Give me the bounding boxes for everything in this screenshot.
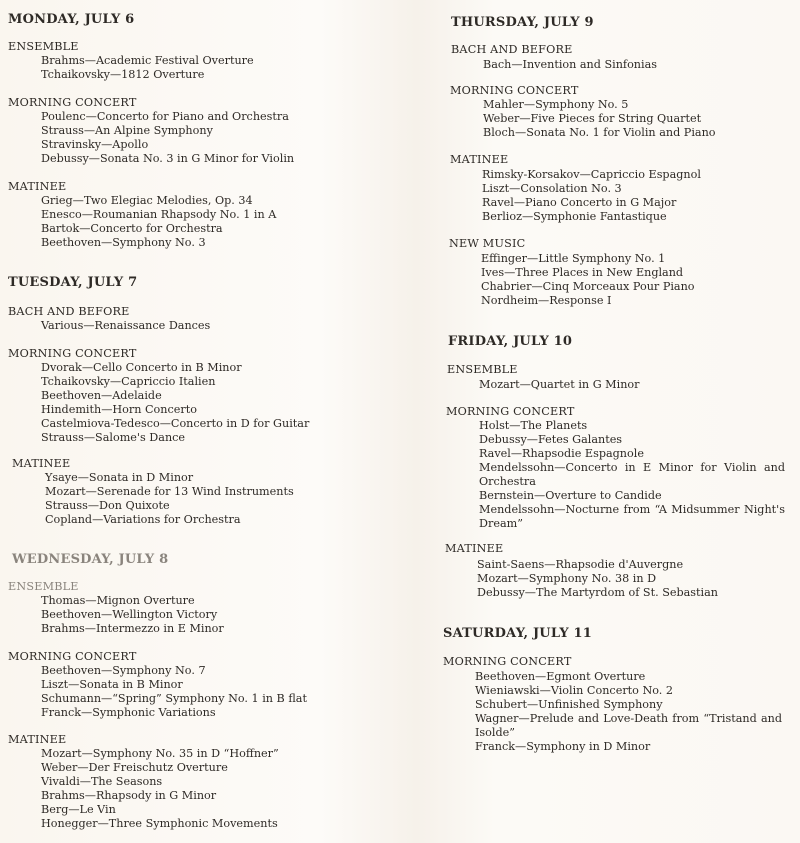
program-item: Castelmiova-Tedesco—Concerto in D for Guitar	[41, 417, 310, 430]
program-item: Vivaldi—The Seasons	[41, 775, 163, 788]
program-item: Wagner—Prelude and Love-Death from “Tristand and Isolde”	[475, 712, 782, 739]
program-item: Holst—The Planets	[479, 419, 588, 432]
program-item: Tchaikovsky—1812 Overture	[41, 68, 205, 81]
program-item: Stravinsky—Apollo	[41, 138, 149, 151]
section-heading: BACH AND BEFORE	[8, 305, 130, 318]
section-heading: ENSEMBLE	[8, 40, 79, 53]
program-item: Strauss—Don Quixote	[45, 499, 170, 512]
program-item: Thomas—Mignon Overture	[41, 594, 195, 607]
program-item: Franck—Symphonic Variations	[41, 706, 216, 719]
program-item: Poulenc—Concerto for Piano and Orchestra	[41, 110, 289, 123]
program-item: Beethoven—Symphony No. 3	[41, 236, 206, 249]
program-list	[483, 98, 783, 140]
section-heading: MORNING CONCERT	[450, 84, 579, 97]
program-item: Enesco—Roumanian Rhapsody No. 1 in A	[41, 208, 277, 221]
program-item: Debussy—Fetes Galantes	[479, 433, 623, 446]
program-item: Ravel—Rhapsodie Espagnole	[479, 447, 644, 460]
section-heading: ENSEMBLE	[8, 580, 79, 593]
day-heading: SATURDAY, JULY 11	[443, 626, 593, 641]
program-list	[481, 252, 781, 308]
section-heading: MATINEE	[450, 153, 509, 166]
program-item: Strauss—Salome's Dance	[41, 431, 186, 444]
section-heading: MATINEE	[12, 457, 71, 470]
program-list	[41, 319, 391, 333]
program-item: Ravel—Piano Concerto in G Major	[482, 196, 677, 209]
program-item: Weber—Five Pieces for String Quartet	[483, 112, 702, 125]
program-list	[41, 594, 391, 636]
program-item: Weber—Der Freischutz Overture	[41, 761, 228, 774]
program-item: Bloch—Sonata No. 1 for Violin and Piano	[483, 126, 716, 139]
section-heading: NEW MUSIC	[449, 237, 526, 250]
section-heading: MORNING CONCERT	[443, 655, 572, 668]
program-item: Berlioz—Symphonie Fantastique	[482, 210, 667, 223]
program-item: Mendelssohn—Concerto in E Minor for Violin and Orchestra	[479, 461, 785, 488]
program-list	[41, 361, 391, 445]
program-item: Liszt—Consolation No. 3	[482, 182, 622, 195]
program-item: Liszt—Sonata in B Minor	[41, 678, 183, 691]
program-item: Grieg—Two Elegiac Melodies, Op. 34	[41, 194, 253, 207]
program-item: Bernstein—Overture to Candide	[479, 489, 662, 502]
program-item: Beethoven—Adelaide	[41, 389, 162, 402]
program-item: Debussy—The Martyrdom of St. Sebastian	[477, 586, 719, 599]
program-item: Wieniawski—Violin Concerto No. 2	[475, 684, 674, 697]
section-heading: MORNING CONCERT	[8, 347, 137, 360]
program-item: Ysaye—Sonata in D Minor	[45, 471, 194, 484]
section-heading: ENSEMBLE	[447, 363, 518, 376]
program-item: Bach—Invention and Sinfonias	[483, 58, 658, 71]
section-heading: BACH AND BEFORE	[451, 43, 573, 56]
program-item: Mozart—Symphony No. 35 in D “Hoffner”	[41, 747, 279, 760]
day-heading: FRIDAY, JULY 10	[448, 334, 573, 349]
program-item: Beethoven—Symphony No. 7	[41, 664, 206, 677]
section-heading: MATINEE	[445, 542, 504, 555]
program-item: Brahms—Rhapsody in G Minor	[41, 789, 217, 802]
program-list	[477, 558, 777, 600]
day-heading: WEDNESDAY, JULY 8	[12, 552, 169, 567]
program-item: Saint-Saens—Rhapsodie d'Auvergne	[477, 558, 684, 571]
program-item: Mozart—Symphony No. 38 in D	[477, 572, 657, 585]
program-item: Mozart—Quartet in G Minor	[479, 378, 640, 391]
program-list	[483, 58, 783, 72]
program-item: Nordheim—Response I	[481, 294, 612, 307]
program-item: Beethoven—Wellington Victory	[41, 608, 218, 621]
section-heading: MATINEE	[8, 733, 67, 746]
section-heading: MORNING CONCERT	[446, 405, 575, 418]
day-heading: MONDAY, JULY 6	[8, 12, 135, 27]
program-item: Mozart—Serenade for 13 Wind Instruments	[45, 485, 294, 498]
program-item: Rimsky-Korsakov—Capriccio Espagnol	[482, 168, 701, 181]
section-heading: MORNING CONCERT	[8, 650, 137, 663]
program-list	[479, 419, 785, 531]
program-list	[41, 54, 391, 82]
program-list	[45, 471, 395, 527]
section-heading: MORNING CONCERT	[8, 96, 137, 109]
program-item: Dvorak—Cello Concerto in B Minor	[41, 361, 242, 374]
program-list	[41, 194, 391, 250]
program-item: Beethoven—Egmont Overture	[475, 670, 646, 683]
program-item: Schubert—Unfinished Symphony	[475, 698, 663, 711]
program-item: Debussy—Sonata No. 3 in G Minor for Violin	[41, 152, 295, 165]
program-item: Brahms—Intermezzo in E Minor	[41, 622, 224, 635]
program-item: Mendelssohn—Nocturne from “A Midsummer Night's Dream”	[479, 503, 785, 530]
program-item: Bartok—Concerto for Orchestra	[41, 222, 223, 235]
program-item: Berg—Le Vin	[41, 803, 116, 816]
program-item: Hindemith—Horn Concerto	[41, 403, 197, 416]
program-item: Mahler—Symphony No. 5	[483, 98, 629, 111]
program-list	[482, 168, 782, 224]
program-item: Chabrier—Cinq Morceaux Pour Piano	[481, 280, 695, 293]
program-item: Effinger—Little Symphony No. 1	[481, 252, 666, 265]
program-item: Schumann—“Spring” Symphony No. 1 in B flat	[41, 692, 307, 705]
program-item: Copland—Variations for Orchestra	[45, 513, 241, 526]
day-heading: THURSDAY, JULY 9	[451, 15, 594, 30]
section-heading: MATINEE	[8, 180, 67, 193]
program-list	[475, 670, 782, 754]
program-item: Strauss—An Alpine Symphony	[41, 124, 213, 137]
program-item: Franck—Symphony in D Minor	[475, 740, 651, 753]
program-item: Ives—Three Places in New England	[481, 266, 684, 279]
program-list	[41, 747, 391, 831]
program-list	[479, 378, 779, 392]
program-item: Various—Renaissance Dances	[41, 319, 211, 332]
program-item: Tchaikovsky—Capriccio Italien	[41, 375, 216, 388]
program-list	[41, 664, 391, 720]
program-list	[41, 110, 391, 166]
day-heading: TUESDAY, JULY 7	[8, 275, 138, 290]
program-item: Brahms—Academic Festival Overture	[41, 54, 254, 67]
program-item: Honegger—Three Symphonic Movements	[41, 817, 278, 830]
